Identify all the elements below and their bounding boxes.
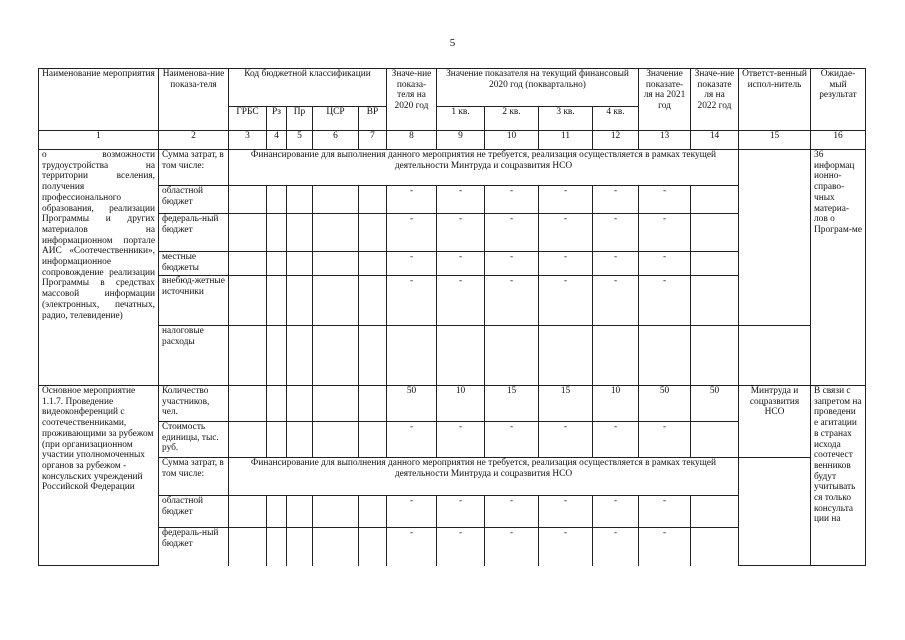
header-value-2022: Значе-ние показате ля на 2022 год [691, 69, 739, 131]
value-cell: - [485, 496, 539, 528]
value-cell: - [639, 252, 691, 276]
page-number: 5 [449, 37, 456, 49]
indicator-label: областной бюджет [159, 496, 229, 528]
header-indicator-name: Наименова-ние показа-теля [159, 69, 229, 131]
value-2021: 50 [639, 386, 691, 422]
value-cell: - [539, 214, 593, 252]
col-number: 5 [287, 131, 313, 150]
header-csr: ЦСР [313, 107, 359, 131]
table-row [39, 326, 866, 386]
value-cell: - [639, 214, 691, 252]
table-row [39, 150, 866, 186]
col-number: 13 [639, 131, 691, 150]
value-cell: - [639, 496, 691, 528]
header-event-name: Наименование мероприятия [39, 69, 159, 131]
col-number: 8 [387, 131, 437, 150]
col-number: 3 [229, 131, 267, 150]
value-cell: - [387, 422, 437, 458]
value-cell: - [387, 252, 437, 276]
value-cell: - [437, 422, 485, 458]
value-q2: 15 [485, 386, 539, 422]
event-description: Основное мероприятие 1.1.7. Проведение видеоконференций с соотечественниками, проживающими за рубежом (при организационном участии уполномоченных органов за рубежом - консульских учреждений Российской Федерации [39, 386, 159, 566]
responsible-cell [739, 458, 811, 566]
table-row [39, 458, 866, 496]
value-cell: - [593, 528, 639, 566]
column-number-row [39, 131, 866, 150]
col-number: 16 [811, 131, 866, 150]
value-cell: - [485, 214, 539, 252]
value-cell: - [639, 422, 691, 458]
value-cell: - [539, 528, 593, 566]
value-cell: - [437, 528, 485, 566]
value-cell: - [437, 496, 485, 528]
value-cell: - [593, 422, 639, 458]
event-description: о возможности трудоустройства на территории вселения, получения профессионального образования, реализации Программы и других материалов на информационном портале АИС «Соотечественники», информационное сопровождение реализации Программы в средствах массовой информации (электронных, печатных, радио, телевидение) [39, 150, 159, 386]
expected-result: В связи с запретом на проведени е агитации в странах исхода соотечест венников будут учитывать ся только консульта ции на [811, 386, 866, 566]
value-cell: - [485, 252, 539, 276]
col-number: 9 [437, 131, 485, 150]
col-number: 1 [39, 131, 159, 150]
responsible-cell [739, 150, 811, 326]
value-cell: - [437, 276, 485, 326]
responsible-executor: Минтруда и соцразвития НСО [739, 386, 811, 458]
value-cell: - [485, 422, 539, 458]
header-q1: 1 кв. [437, 107, 485, 131]
value-cell: - [539, 422, 593, 458]
col-number: 7 [359, 131, 387, 150]
header-q4: 4 кв. [593, 107, 639, 131]
header-q2: 2 кв. [485, 107, 539, 131]
indicator-label: федераль-ный бюджет [159, 528, 229, 566]
value-cell: - [437, 252, 485, 276]
value-cell: - [639, 276, 691, 326]
event-plan-table [38, 68, 866, 566]
table-row [39, 386, 866, 422]
value-cell: - [485, 276, 539, 326]
value-cell: - [593, 252, 639, 276]
indicator-label: внебюд-жетные источники [159, 276, 229, 326]
indicator-label: Стоимость единицы, тыс. руб. [159, 422, 229, 458]
value-cell: - [593, 186, 639, 214]
header-value-2021: Значение показате-ля на 2021 год [639, 69, 691, 131]
indicator-label: Сумма затрат, в том числе: [159, 150, 229, 186]
value-q3: 15 [539, 386, 593, 422]
col-number: 10 [485, 131, 539, 150]
indicator-label: федераль-ный бюджет [159, 214, 229, 252]
header-expected-result: Ожидае-мый результат [811, 69, 866, 131]
funding-note: Финансирование для выполнения данного мероприятия не требуется, реализация осуществляется в рамках текущей деятельности Минтруда и соцразвития НСО [229, 150, 739, 186]
indicator-label: Сумма затрат, в том числе: [159, 458, 229, 496]
col-number: 12 [593, 131, 639, 150]
header-vr: ВР [359, 107, 387, 131]
header-budget-code: Код бюджетной классификации [229, 69, 387, 107]
value-cell: - [593, 276, 639, 326]
col-number: 15 [739, 131, 811, 150]
header-value-2020: Значе-ние показа-теля на 2020 год [387, 69, 437, 131]
header-grbs: ГРБС [229, 107, 267, 131]
value-cell: - [437, 186, 485, 214]
col-number: 14 [691, 131, 739, 150]
value-2022: 50 [691, 386, 739, 422]
value-cell: - [639, 528, 691, 566]
value-cell: - [387, 528, 437, 566]
header-row [39, 69, 866, 107]
value-cell: - [387, 214, 437, 252]
value-cell: - [593, 496, 639, 528]
indicator-label: местные бюджеты [159, 252, 229, 276]
funding-note: Финансирование для выполнения данного мероприятия не требуется, реализация осуществляется в рамках текущей деятельности Минтруда и соцразвития НСО [229, 458, 739, 496]
value-cell: - [539, 496, 593, 528]
value-cell: - [593, 214, 639, 252]
header-responsible: Ответст-венный испол-нитель [739, 69, 811, 131]
header-pr: Пр [287, 107, 313, 131]
indicator-label: налоговые расходы [159, 326, 229, 386]
indicator-label: областной бюджет [159, 186, 229, 214]
indicator-label: Количество участников, чел. [159, 386, 229, 422]
value-q4: 10 [593, 386, 639, 422]
col-number: 6 [313, 131, 359, 150]
value-cell: - [437, 214, 485, 252]
value-cell: - [639, 186, 691, 214]
col-number: 4 [267, 131, 287, 150]
expected-result: 36 информац ионно-справо-чных материа-лов о Програм-ме [811, 150, 866, 386]
value-cell: - [485, 528, 539, 566]
header-rz: Рз [267, 107, 287, 131]
header-q3: 3 кв. [539, 107, 593, 131]
header-current-values: Значение показателя на текущий финансовый 2020 год (поквартально) [437, 69, 639, 107]
value-cell: - [387, 186, 437, 214]
value-cell: - [539, 186, 593, 214]
value-cell: - [485, 186, 539, 214]
value-q1: 10 [437, 386, 485, 422]
col-number: 2 [159, 131, 229, 150]
value-cell: - [539, 252, 593, 276]
value-2020: 50 [387, 386, 437, 422]
value-cell: - [539, 276, 593, 326]
value-cell: - [387, 276, 437, 326]
value-cell: - [387, 496, 437, 528]
col-number: 11 [539, 131, 593, 150]
